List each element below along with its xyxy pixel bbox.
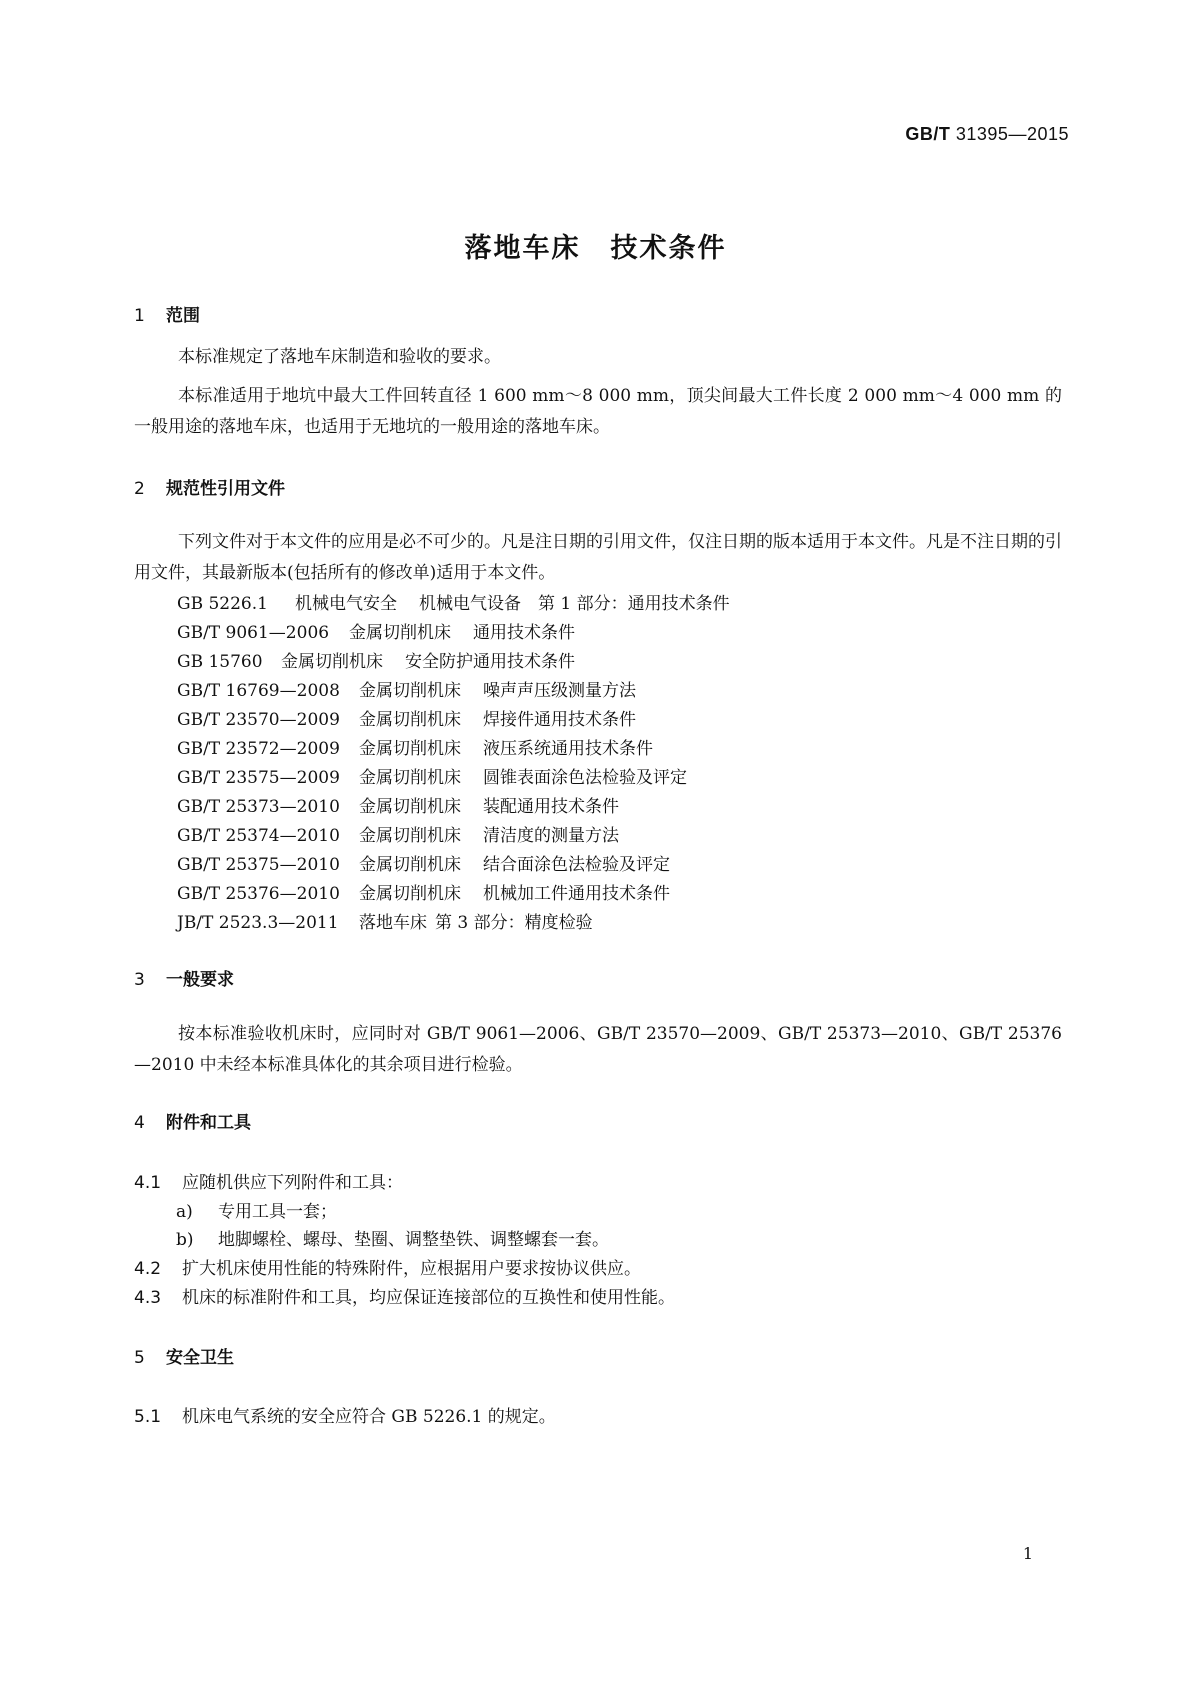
reference-title: 金属切削机床	[359, 797, 461, 817]
reference-title: 金属切削机床	[359, 855, 461, 875]
paragraph-text: 按本标准验收机床时，应同时对 GB/T 9061—2006、GB/T 23570—2009、GB/T 25373—2010、GB/T 25376—2010 中未经本标准具体化的其余项目进行检验。	[134, 1024, 1062, 1075]
reference-item	[177, 879, 670, 904]
paragraph-text: 本标准适用于地坑中最大工件回转直径 1 600 mm～8 000 mm，顶尖间最大工件长度 2 000 mm～4 000 mm 的一般用途的落地车床，也适用于无地坑的一般用途的落地车床。	[134, 386, 1062, 437]
clause-text: 机床的标准附件和工具，均应保证连接部位的互换性和使用性能。	[182, 1288, 675, 1308]
reference-subtitle: 清洁度的测量方法	[483, 826, 619, 846]
reference-title: 金属切削机床	[281, 652, 383, 672]
reference-title: 金属切削机床	[359, 884, 461, 904]
reference-subtitle: 结合面涂色法检验及评定	[483, 855, 670, 875]
reference-title: 金属切削机床	[349, 623, 451, 643]
standard-number: 31395—2015	[955, 124, 1069, 144]
section-3-heading	[134, 965, 234, 990]
reference-code: GB 15760	[177, 652, 263, 672]
section-number: 2	[134, 479, 145, 499]
reference-code: JB/T 2523.3—2011	[177, 913, 339, 933]
reference-code: GB/T 23572—2009	[177, 739, 340, 759]
section-title: 规范性引用文件	[166, 479, 285, 499]
section-4-heading	[134, 1108, 251, 1133]
reference-subtitle: 液压系统通用技术条件	[483, 739, 653, 759]
reference-code: GB/T 25375—2010	[177, 855, 340, 875]
reference-subtitle: 第 3 部分：精度检验	[435, 913, 593, 933]
clause-text: 机床电气系统的安全应符合 GB 5226.1 的规定。	[182, 1407, 556, 1427]
reference-item	[177, 676, 636, 701]
reference-subtitle: 圆锥表面涂色法检验及评定	[483, 768, 687, 788]
reference-subtitle: 机械电气设备 第 1 部分：通用技术条件	[419, 594, 730, 614]
reference-subtitle: 噪声声压级测量方法	[483, 681, 636, 701]
item-text: 地脚螺栓、螺母、垫圈、调整垫铁、调整螺套一套。	[218, 1230, 609, 1250]
reference-item	[177, 908, 593, 933]
reference-code: GB/T 25373—2010	[177, 797, 340, 817]
title-part-2: 技术条件	[610, 233, 727, 264]
reference-subtitle: 机械加工件通用技术条件	[483, 884, 670, 904]
item-marker: a)	[176, 1202, 193, 1222]
list-item-a	[176, 1197, 337, 1222]
reference-title: 金属切削机床	[359, 739, 461, 759]
section-number: 5	[134, 1348, 145, 1368]
reference-item	[177, 850, 670, 875]
reference-item	[177, 734, 653, 759]
reference-code: GB/T 9061—2006	[177, 623, 330, 643]
section-2-heading	[134, 474, 285, 499]
clause-text: 扩大机床使用性能的特殊附件，应根据用户要求按协议供应。	[182, 1259, 641, 1279]
section-2-intro	[134, 527, 1062, 589]
section-1-paragraph-1	[134, 342, 1062, 373]
standard-prefix: GB/T	[905, 124, 951, 144]
reference-code: GB/T 16769—2008	[177, 681, 340, 701]
section-title: 一般要求	[166, 970, 234, 990]
clause-text: 应随机供应下列附件和工具：	[182, 1173, 403, 1193]
reference-item	[177, 618, 575, 643]
clause-5-1	[134, 1402, 556, 1427]
reference-code: GB/T 23575—2009	[177, 768, 340, 788]
reference-title: 金属切削机床	[359, 681, 461, 701]
clause-4-1	[134, 1168, 403, 1193]
clause-number: 4.2	[134, 1259, 162, 1279]
section-number: 4	[134, 1113, 145, 1133]
document-title	[0, 226, 1191, 265]
section-1-paragraph-2	[134, 381, 1062, 443]
section-3-paragraph	[134, 1019, 1062, 1081]
reference-title: 金属切削机床	[359, 768, 461, 788]
reference-item	[177, 763, 687, 788]
section-number: 1	[134, 306, 145, 326]
item-marker: b)	[176, 1230, 194, 1250]
title-part-1: 落地车床	[464, 233, 581, 264]
reference-subtitle: 装配通用技术条件	[483, 797, 619, 817]
item-text: 专用工具一套；	[218, 1202, 337, 1222]
list-item-b	[176, 1225, 609, 1250]
clause-number: 5.1	[134, 1407, 162, 1427]
section-number: 3	[134, 970, 145, 990]
paragraph-text: 本标准规定了落地车床制造和验收的要求。	[178, 347, 501, 367]
standard-code	[905, 124, 1069, 145]
reference-title: 机械电气安全	[295, 594, 397, 614]
section-5-heading	[134, 1343, 234, 1368]
reference-code: GB 5226.1	[177, 594, 268, 614]
clause-number: 4.3	[134, 1288, 162, 1308]
section-title: 安全卫生	[166, 1348, 234, 1368]
reference-subtitle: 焊接件通用技术条件	[483, 710, 636, 730]
reference-item	[177, 705, 636, 730]
reference-code: GB/T 23570—2009	[177, 710, 340, 730]
reference-item	[177, 589, 730, 614]
reference-title: 落地车床	[359, 913, 427, 933]
reference-item	[177, 821, 619, 846]
paragraph-text: 下列文件对于本文件的应用是必不可少的。凡是注日期的引用文件，仅注日期的版本适用于本文件。凡是不注日期的引用文件，其最新版本(包括所有的修改单)适用于本文件。	[134, 532, 1062, 583]
reference-code: GB/T 25376—2010	[177, 884, 340, 904]
reference-item	[177, 647, 575, 672]
section-1-heading	[134, 301, 200, 326]
clause-number: 4.1	[134, 1173, 162, 1193]
section-title: 范围	[166, 306, 200, 326]
reference-title: 金属切削机床	[359, 710, 461, 730]
reference-subtitle: 通用技术条件	[473, 623, 575, 643]
reference-item	[177, 792, 619, 817]
reference-code: GB/T 25374—2010	[177, 826, 340, 846]
clause-4-2	[134, 1254, 641, 1279]
section-title: 附件和工具	[166, 1113, 251, 1133]
reference-title: 金属切削机床	[359, 826, 461, 846]
page-number: 1	[1022, 1544, 1033, 1563]
reference-subtitle: 安全防护通用技术条件	[405, 652, 575, 672]
clause-4-3	[134, 1283, 675, 1308]
